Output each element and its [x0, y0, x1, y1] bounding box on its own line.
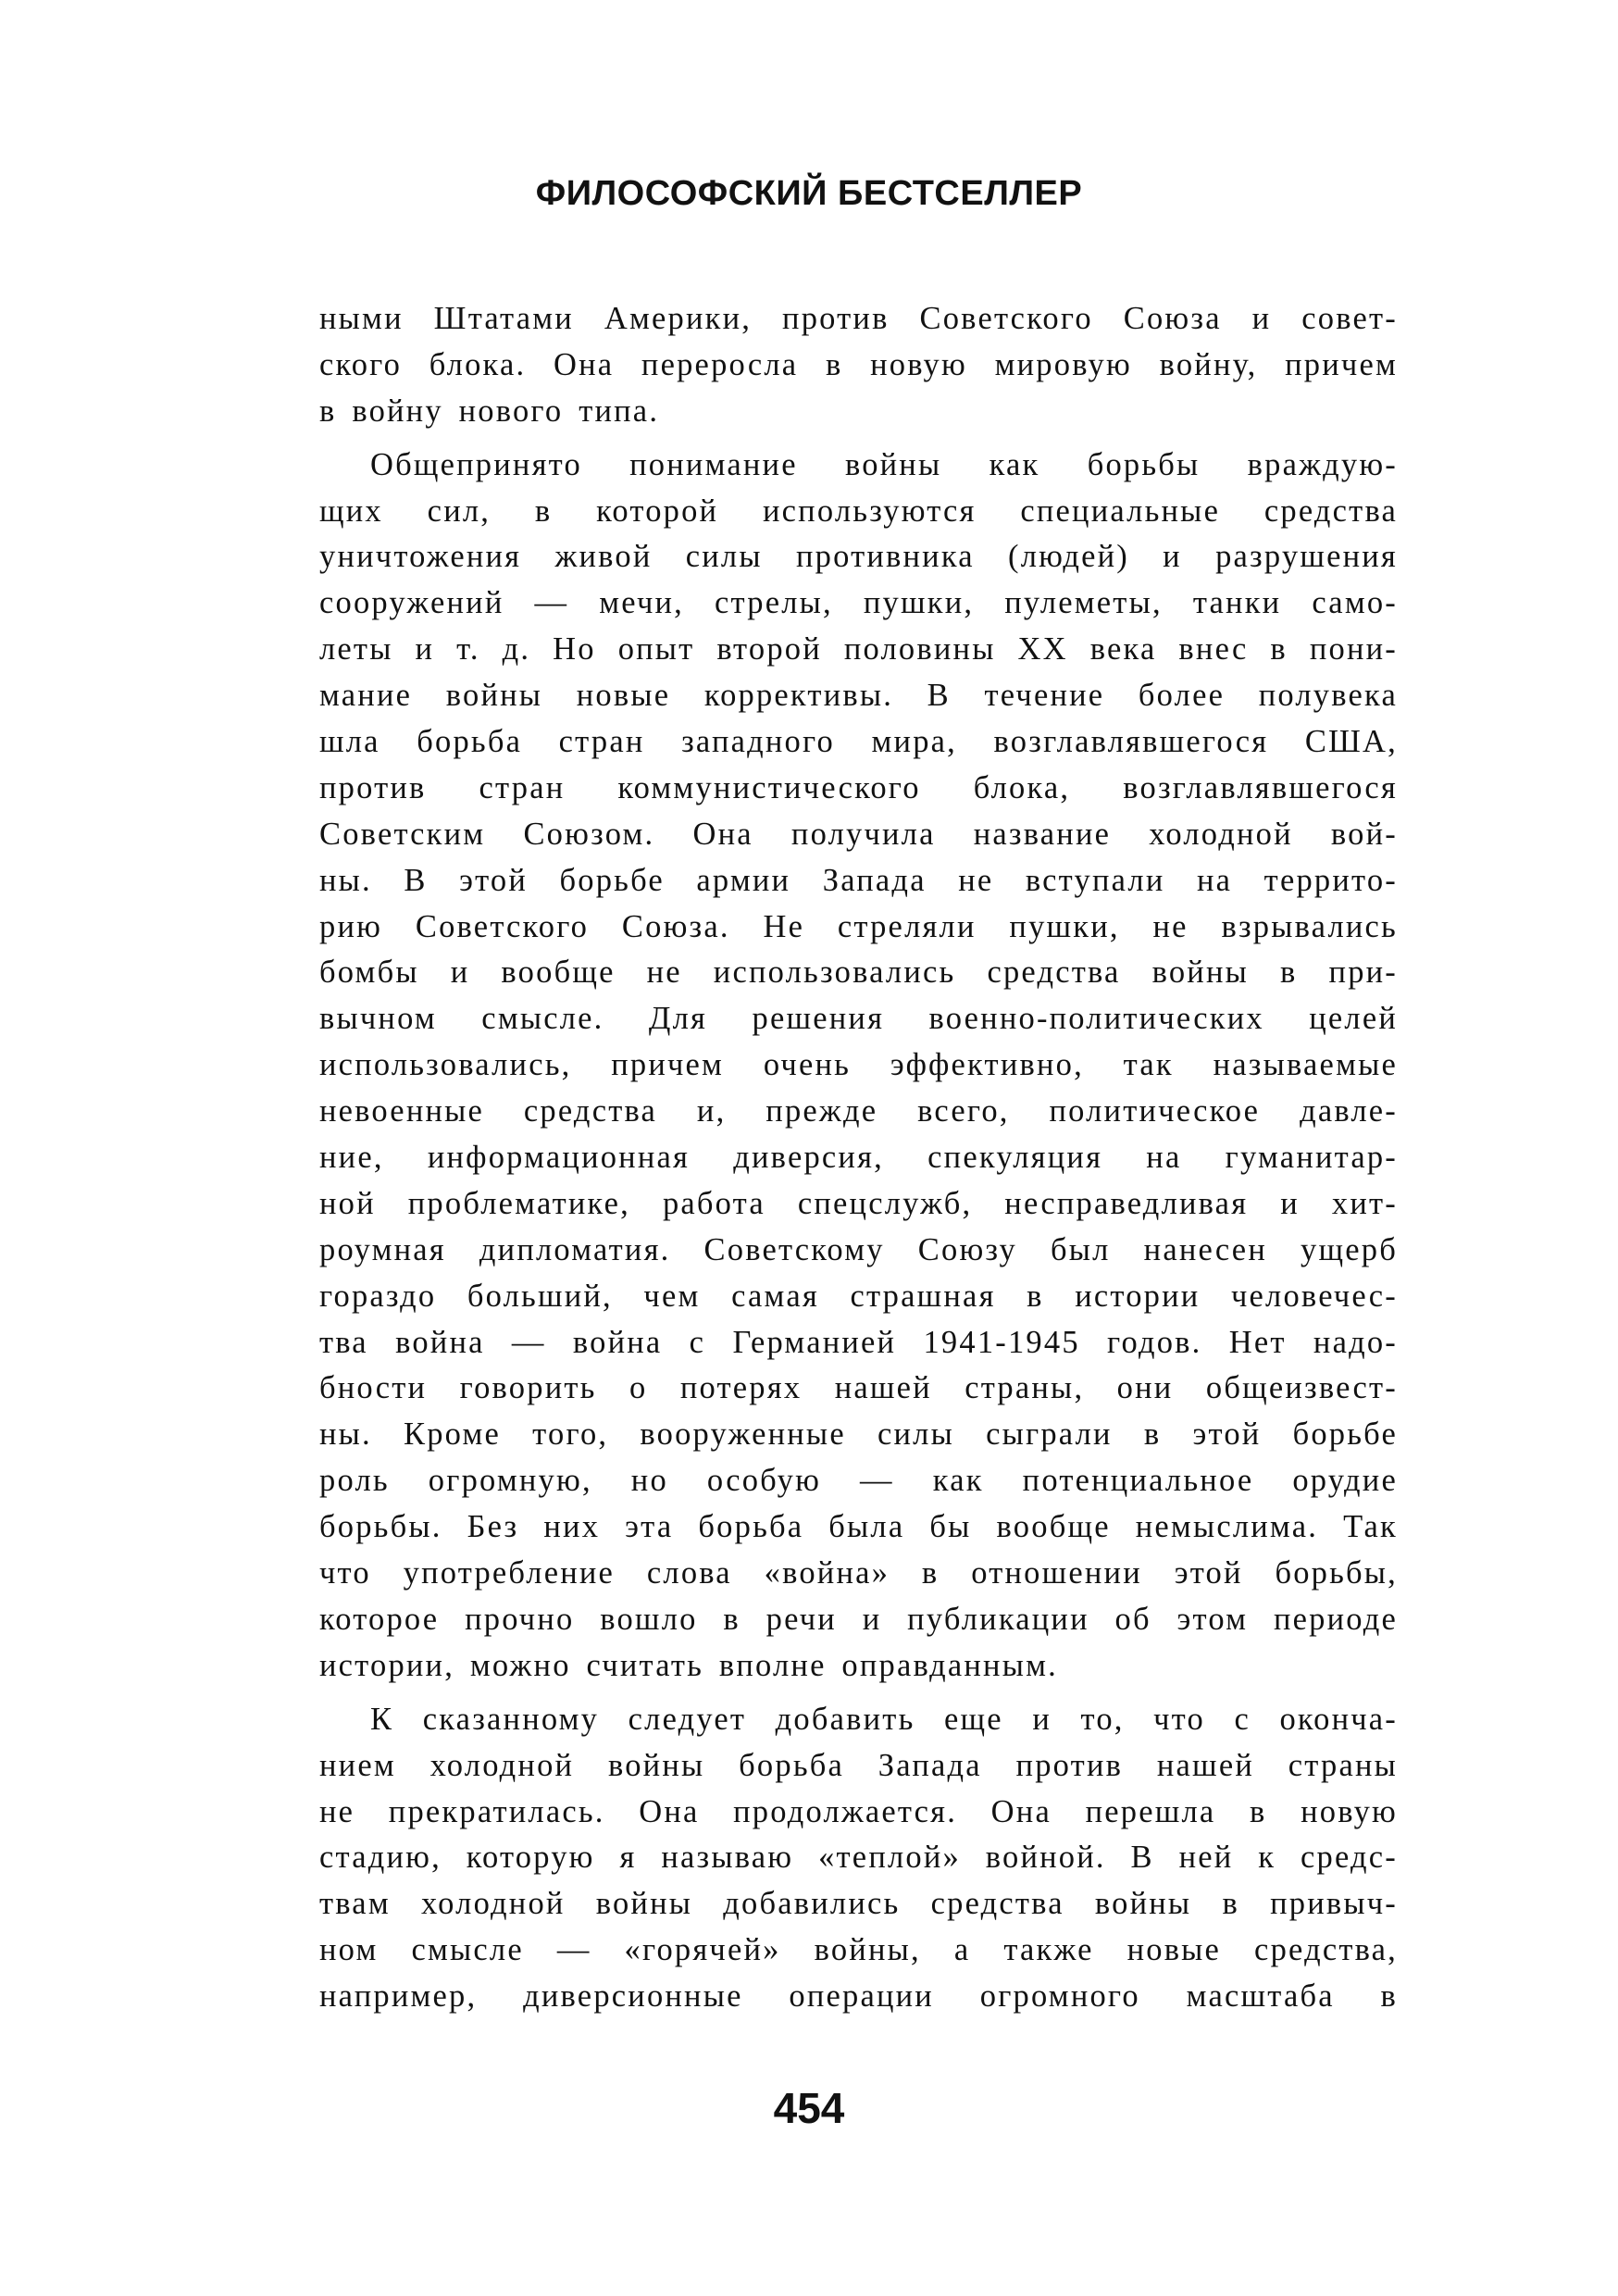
text-line: бомбы и вообще не использовались средства войны в при- [319, 955, 1398, 991]
text-line: ние, информационная диверсия, спекуляция на гуманитар- [319, 1140, 1398, 1176]
paragraph [319, 443, 1398, 1690]
text-line: например, диверсионные операции огромного масштаба в [319, 1978, 1398, 2015]
text-line: против стран коммунистического блока, возглавлявшегося [319, 769, 1398, 805]
text-line: Советским Союзом. Она получила название холодной вой- [319, 816, 1398, 852]
text-line: борьбы. Без них эта борьба была бы вообще немыслима. Так [319, 1509, 1398, 1545]
text-line: К сказанному следует добавить еще и то, что с оконча- [370, 1701, 1398, 1737]
text-line: сооружений — мечи, стрелы, пушки, пулеметы, танки само- [319, 585, 1398, 621]
text-line: шла борьба стран западного мира, возглавлявшегося США, [319, 724, 1398, 760]
text-line: которое прочно вошло в речи и публикации об этом периоде [319, 1601, 1398, 1637]
text-line: что употребление слова «война» в отношении этой борьбы, [319, 1555, 1398, 1591]
page-number: 454 [773, 2084, 845, 2132]
text-line: нием холодной войны борьба Запада против нашей страны [319, 1747, 1398, 1783]
text-line: мание войны новые коррективы. В течение более полувека [319, 678, 1398, 714]
text-line: в войну нового типа. [319, 393, 660, 429]
text-line: тва война — война с Германией 1941-1945 годов. Нет надо- [319, 1324, 1398, 1360]
text-line: ной проблематике, работа спецслужб, несправедливая и хит- [319, 1185, 1398, 1221]
text-line: невоенные средства и, прежде всего, политическое давле- [319, 1093, 1398, 1129]
text-line: щих сил, в которой используются специальные средства [319, 493, 1398, 529]
text-line: Общепринято понимание войны как борьбы враждую- [370, 446, 1398, 482]
text-line: леты и т. д. Но опыт второй половины XX века внес в пони- [319, 631, 1398, 668]
running-header: ФИЛОСОФСКИЙ БЕСТСЕЛЛЕР [535, 174, 1083, 213]
paragraph [319, 296, 1398, 435]
text-line: рию Советского Союза. Не стреляли пушки, не взрывались [319, 908, 1398, 944]
text-line: не прекратилась. Она продолжается. Она перешла в новую [319, 1793, 1398, 1829]
text-line: использовались, причем очень эффективно, так называемые [319, 1047, 1398, 1083]
text-line: ном смысле — «горячей» войны, а также новые средства, [319, 1932, 1398, 1968]
text-line: вычном смысле. Для решения военно-политических целей [319, 1001, 1398, 1037]
text-line: истории, можно считать вполне оправданным. [319, 1647, 1058, 1683]
text-line: уничтожения живой силы противника (людей) и разрушения [319, 539, 1398, 575]
text-line: бности говорить о потерях нашей страны, они общеизвест- [319, 1370, 1398, 1406]
text-line: роль огромную, но особую — как потенциальное орудие [319, 1463, 1398, 1499]
text-line: ными Штатами Америки, против Советского Союза и совет- [319, 301, 1398, 336]
text-line: роумная дипломатия. Советскому Союзу был нанесен ущерб [319, 1231, 1398, 1267]
text-line: твам холодной войны добавились средства войны в привыч- [319, 1886, 1398, 1922]
text-line: стадию, которую я называю «теплой» войной. В ней к средс- [319, 1840, 1398, 1876]
text-line: гораздо больший, чем самая страшная в истории человечес- [319, 1278, 1398, 1314]
text-line: ского блока. Она переросла в новую мировую войну, причем [319, 346, 1398, 382]
paragraph [319, 1697, 1398, 2020]
text-line: ны. В этой борьбе армии Запада не вступали на террито- [319, 862, 1398, 898]
body-text [319, 296, 1398, 2020]
text-line: ны. Кроме того, вооруженные силы сыграли в этой борьбе [319, 1416, 1398, 1453]
